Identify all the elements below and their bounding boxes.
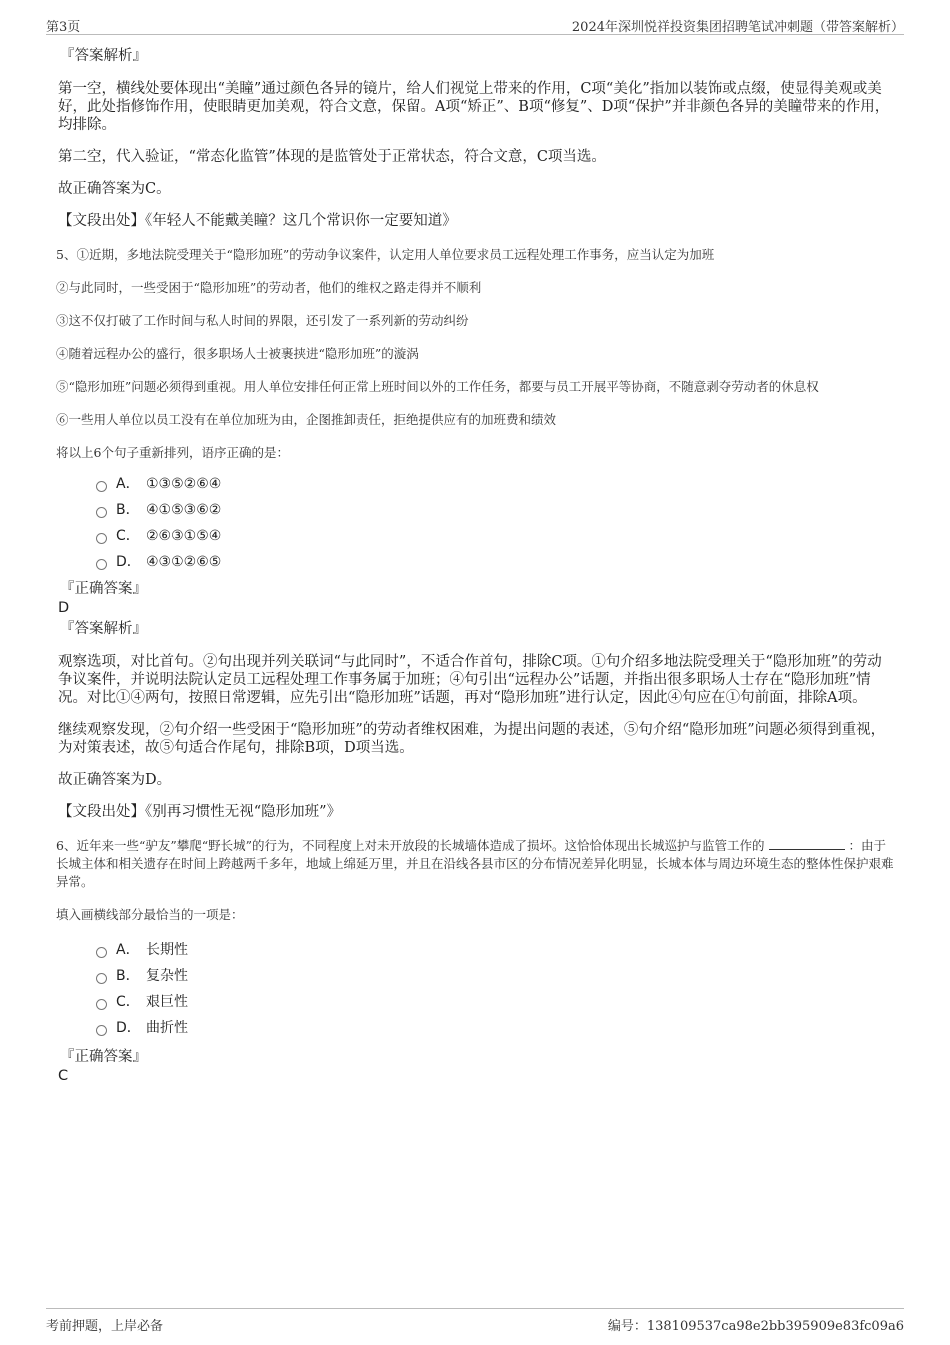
footer-slogan: 考前押题，上岸必备 bbox=[46, 1319, 164, 1334]
q5-sentence-6: ⑥一些用人单位以员工没有在单位加班为由，企图推卸责任，拒绝提供应有的加班费和绩效 bbox=[56, 412, 557, 427]
q5-analysis-label: 『答案解析』 bbox=[60, 621, 147, 637]
option-text: ②⑥③①⑤④ bbox=[146, 528, 222, 544]
q5-sentence-5: ⑤“隐形加班”问题必须得到重视。用人单位安排任何正常上班时间以外的工作任务，都要与员工开展平等协商，不随意剥夺劳动者的休息权 bbox=[56, 379, 819, 394]
option-letter: B． bbox=[116, 502, 140, 518]
q6-correct-label: 『正确答案』 bbox=[60, 1049, 147, 1065]
q6-blank bbox=[769, 837, 845, 850]
q6-answer: C bbox=[58, 1068, 69, 1084]
q4-analysis-p1: 第一空，横线处要体现出“美瞳”通过颜色各异的镜片，给人们视觉上带来的作用，C项“美化”指加以装饰或点缀，使显得美观或美好，此处指修饰作用，使眼睛更加美观，符合文意，保留。A项“矫正”、B项“修复”、D项“保护”并非颜色各异的美瞳带来的作用，均排除。 bbox=[58, 81, 890, 133]
q6-option-a[interactable] bbox=[96, 937, 894, 963]
q6-option-d[interactable] bbox=[96, 1015, 894, 1041]
page-header bbox=[46, 14, 904, 35]
option-text: ④①⑤③⑥② bbox=[146, 502, 222, 518]
q5-correct-label: 『正确答案』 bbox=[60, 581, 147, 597]
option-letter: D． bbox=[116, 554, 141, 570]
option-letter: C． bbox=[116, 994, 140, 1010]
q4-analysis-p2: 第二空，代入验证，“常态化监管”体现的是监管处于正常状态，符合文意，C项当选。 bbox=[58, 149, 606, 165]
q5-options bbox=[56, 471, 894, 575]
page-footer bbox=[46, 1308, 904, 1335]
q5-analysis-p1: 观察选项，对比首句。②句出现并列关联词“与此同时”，不适合作首句，排除C项。①句介绍多地法院受理关于“隐形加班”的劳动争议案件，并说明法院认定员工远程处理工作事务属于加班；④句引出“远程办公”话题，并指出很多职场人士存在“隐形加班”情况。对比①④两句，按照日常逻辑，应先引出“隐形加班”话题，再对“隐形加班”进行认定，因此④句应在①句前面，排除A项。 bbox=[58, 654, 882, 706]
q6-stem-part-1: 6、近年来一些“驴友”攀爬“野长城”的行为，不同程度上对未开放段的长城墙体造成了损坏。这恰恰体现出长城巡护与监管工作的 bbox=[56, 838, 765, 853]
page-number: 第3页 bbox=[46, 20, 81, 35]
radio-icon[interactable] bbox=[96, 973, 107, 984]
document-id: 编号：138109537ca98e2bb395909e83fc09a6 bbox=[607, 1319, 904, 1334]
option-text: ④③①②⑥⑤ bbox=[146, 554, 222, 570]
radio-icon[interactable] bbox=[96, 533, 107, 544]
q6-stem-part-2: ：由于长城主体和相关遗存在时间上跨越两千多年，地域上绵延万里，并且在沿线各县市区的分布情况差异化明显，长城本体与周边环境生态的整体性保护艰难异常。 bbox=[56, 838, 894, 889]
option-text: 长期性 bbox=[146, 942, 188, 958]
q5-option-d[interactable] bbox=[96, 549, 894, 575]
option-text: 曲折性 bbox=[146, 1020, 188, 1036]
option-text: 复杂性 bbox=[146, 968, 188, 984]
q6-option-c[interactable] bbox=[96, 989, 894, 1015]
q5-option-a[interactable] bbox=[96, 471, 894, 497]
q5-analysis-p2: 继续观察发现，②句介绍一些受困于“隐形加班”的劳动者维权困难，为提出问题的表述，⑤句介绍“隐形加班”问题必须得到重视，为对策表述，故⑤句适合作尾句，排除B项，D项当选。 bbox=[58, 722, 886, 756]
q5-source: 【文段出处】《别再习惯性无视“隐形加班”》 bbox=[58, 804, 342, 820]
q5-analysis-p3: 故正确答案为D。 bbox=[58, 772, 172, 788]
option-letter: B． bbox=[116, 968, 140, 984]
radio-icon[interactable] bbox=[96, 947, 107, 958]
q4-analysis-label: 『答案解析』 bbox=[60, 48, 147, 64]
q5-sentence-1: 5、①近期，多地法院受理关于“隐形加班”的劳动争议案件，认定用人单位要求员工远程处理工作事务，应当认定为加班 bbox=[56, 247, 715, 262]
option-letter: D． bbox=[116, 1020, 141, 1036]
q6-stem bbox=[56, 837, 894, 891]
q5-prompt: 将以上6个句子重新排列，语序正确的是： bbox=[56, 445, 289, 460]
q5-sentence-2: ②与此同时，一些受困于“隐形加班”的劳动者，他们的维权之路走得并不顺利 bbox=[56, 280, 482, 295]
radio-icon[interactable] bbox=[96, 999, 107, 1010]
q6-option-b[interactable] bbox=[96, 963, 894, 989]
document-title: 2024年深圳悦祥投资集团招聘笔试冲刺题（带答案解析） bbox=[571, 20, 904, 35]
option-letter: A． bbox=[116, 476, 140, 492]
q5-option-c[interactable] bbox=[96, 523, 894, 549]
q4-analysis-p3: 故正确答案为C。 bbox=[58, 181, 171, 197]
q4-source: 【文段出处】《年轻人不能戴美瞳？这几个常识你一定要知道》 bbox=[58, 213, 457, 229]
page-content bbox=[56, 44, 894, 1085]
q6-prompt: 填入画横线部分最恰当的一项是： bbox=[56, 907, 244, 922]
radio-icon[interactable] bbox=[96, 559, 107, 570]
q5-sentence-3: ③这不仅打破了工作时间与私人时间的界限，还引发了一系列新的劳动纠纷 bbox=[56, 313, 469, 328]
q6-options bbox=[56, 937, 894, 1041]
option-letter: C． bbox=[116, 528, 140, 544]
radio-icon[interactable] bbox=[96, 1025, 107, 1036]
radio-icon[interactable] bbox=[96, 507, 107, 518]
q5-answer: D bbox=[58, 600, 70, 616]
q5-option-b[interactable] bbox=[96, 497, 894, 523]
q5-sentence-4: ④随着远程办公的盛行，很多职场人士被裹挟进“隐形加班”的漩涡 bbox=[56, 346, 419, 361]
option-text: ①③⑤②⑥④ bbox=[146, 476, 222, 492]
option-letter: A． bbox=[116, 942, 140, 958]
option-text: 艰巨性 bbox=[146, 994, 188, 1010]
radio-icon[interactable] bbox=[96, 481, 107, 492]
